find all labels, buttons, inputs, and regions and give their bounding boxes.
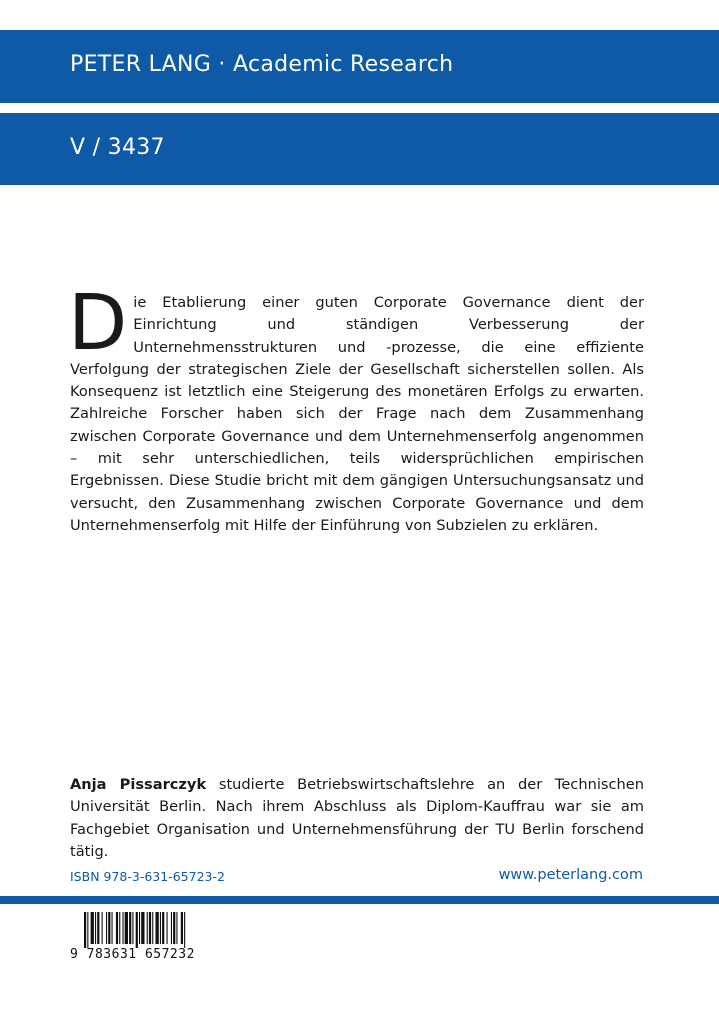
barcode-digits: 9 783631 657232	[70, 947, 195, 962]
series-band	[0, 113, 719, 185]
barcode-bar	[141, 912, 144, 944]
author-bio-text: studierte Betriebswirtschaftslehre an der Technischen Universität Berlin. Nach ihrem Abschluss als Diplom-Kauffrau war sie am Fachgebiet Organisation und Unternehmensführung der TU Berlin forschend tätig.	[70, 776, 644, 860]
barcode-bar	[106, 912, 107, 944]
barcode-bar	[84, 912, 86, 948]
publisher-website-link[interactable]: www.peterlang.com	[498, 867, 643, 883]
publisher-band	[0, 30, 719, 103]
barcode-bar	[112, 912, 113, 944]
barcode-bar	[176, 912, 177, 944]
barcode-bar	[160, 912, 161, 944]
publisher-line: PETER LANG · Academic Research	[70, 52, 454, 77]
barcode-bar	[156, 912, 159, 944]
barcode-bar	[108, 912, 110, 944]
barcode-bar	[181, 912, 183, 944]
series-number: V / 3437	[70, 135, 165, 160]
barcode-bar	[147, 912, 148, 944]
barcode-bar	[95, 912, 96, 944]
barcode-bar	[139, 912, 140, 944]
barcode-bar	[91, 912, 94, 944]
barcode-bar	[167, 912, 168, 944]
barcode-bar	[119, 912, 120, 944]
author-name: Anja Pissarczyk	[70, 776, 207, 793]
blurb-text: ie Etablierung einer guten Corporate Governance dient der Einrichtung und ständigen Verbesserung der Unternehmensstrukturen und -prozesse, die eine effiziente Verfolgung der strategischen Ziele der Gesellschaft sicherstellen sollen. Als Konsequenz ist letztlich eine Steigerung des monetären Erfolgs zu erwarten. Zahlreiche Forscher haben sich der Frage nach dem Zusammenhang zwischen Corporate Governance und dem Unternehmenserfolg angenommen – mit sehr unterschiedlichen, teils widersprüchlichen empirischen Ergebnissen. Diese Studie bricht mit dem gängigen Untersuchungsansatz und versucht, den Zusammenhang zwischen Corporate Governance und dem Unternehmenserfolg mit Hilfe der Einführung von Subzielen zu erklären.	[70, 294, 644, 534]
barcode-bar	[132, 912, 133, 944]
barcode-bar	[87, 912, 88, 948]
barcode-bars	[70, 912, 220, 948]
book-blurb	[68, 279, 644, 537]
barcode-bar	[125, 912, 128, 944]
barcode-bar	[149, 912, 151, 944]
barcode-bar	[97, 912, 99, 944]
barcode-bar	[184, 912, 185, 948]
barcode-bar	[136, 912, 138, 948]
barcode-bar	[129, 912, 131, 944]
isbn: ISBN 978-3-631-65723-2	[70, 869, 225, 884]
barcode-bar	[173, 912, 175, 944]
barcode-bar	[102, 912, 103, 944]
barcode-bar	[171, 912, 172, 944]
barcode-bar	[116, 912, 118, 944]
author-bio	[70, 774, 644, 863]
barcode-bar	[162, 912, 164, 944]
drop-cap: D	[68, 279, 128, 368]
barcode-bar	[123, 912, 124, 944]
barcode-bar	[152, 912, 153, 944]
footer-rule	[0, 896, 719, 904]
